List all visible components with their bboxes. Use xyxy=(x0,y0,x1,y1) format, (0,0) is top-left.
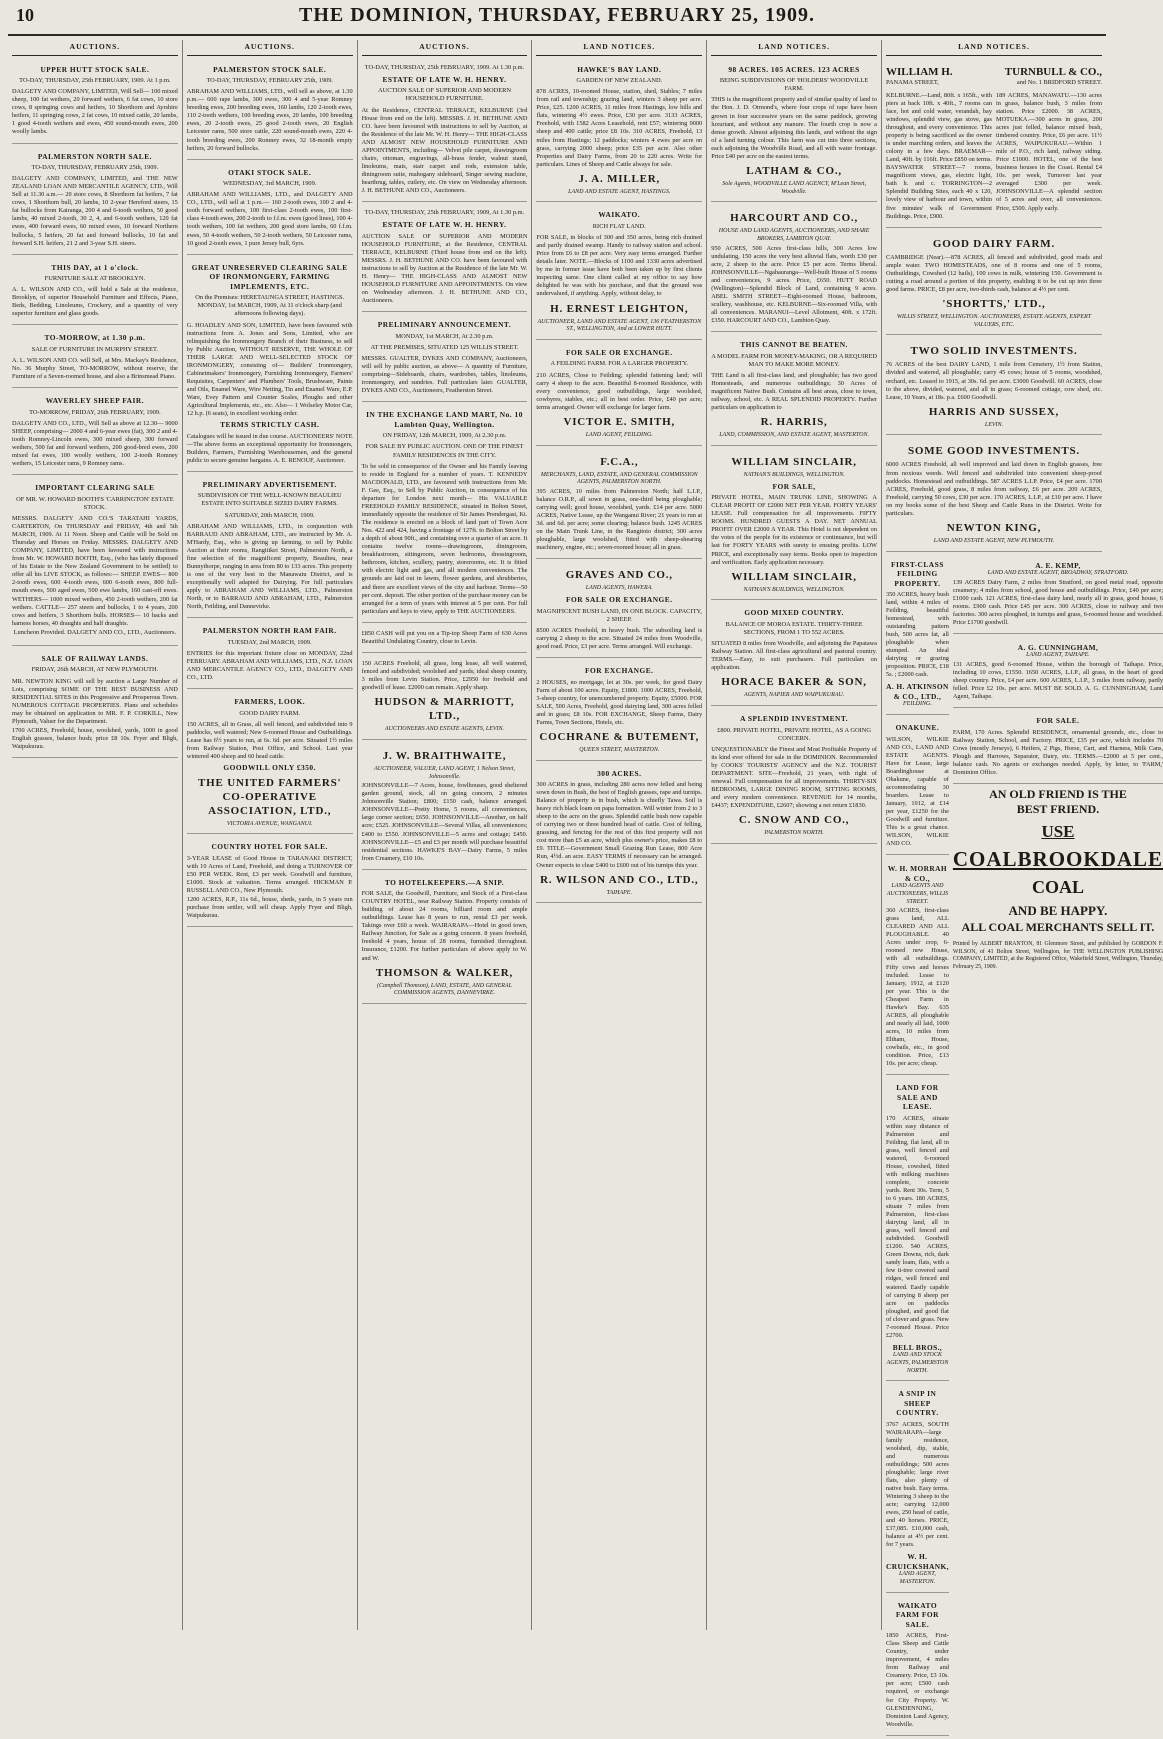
coal-line-5: COAL xyxy=(1031,877,1084,898)
advert-title: HAWKE'S BAY LAND. xyxy=(577,64,662,74)
advert xyxy=(536,449,702,560)
advert xyxy=(886,338,1102,435)
advert-body: 360 ACRES, first-class grass land, ALL CLEARED AND ALL PLOUGHABLE. 40 Acres under crop, 6-roomed new House, with all outbuildings. Fifty cows and horses included. Lease to January, 1912, at £120 per year. This is the Cheapest Farm in Hawke's Bay. 635 ACRES, all ploughable and nearly all laid, 1000 acres, 10 miles from Eltham, House, cowbails, etc., in good condition. Price, £13 10s. per acre; cheap. xyxy=(885,907,949,1068)
advert-footer: 1200 ACRES, R.P., 11s 6d., house, sheds, yards, in 5 years run purchase from settler, will sell cheap. Apply Fryer and Bligh, Waipukurau. xyxy=(186,896,353,920)
advert xyxy=(886,1384,949,1592)
advert xyxy=(886,1596,949,1736)
advert-body: WILSON, WILKIE AND CO., LAND AND ESTATE AGENTS. Have for Lease, large Boardinghouse at Ohakune, capable of accommodating 30 boarders. Lease to January, 1912, at £14 per year, £1250 for the Goodwill and furniture. This is a great chance. WILSON, WILKIE AND CO. xyxy=(885,735,949,848)
advert xyxy=(886,858,949,1075)
advert-date: TUESDAY, 2nd MARCH, 1909. xyxy=(227,638,312,646)
advert xyxy=(187,475,353,619)
advert-body: 8500 ACRES Freehold, in heavy bush. The subsoiling land is carrying 2 sheep to the acre. Situated 24 miles from Woodville, good road. Price, £3 per acre. Terms arranged. Will exchange. xyxy=(536,626,703,651)
advert-agent: HARCOURT AND CO., xyxy=(730,212,859,225)
column-heading: LAND NOTICES. xyxy=(886,40,1102,56)
advert-footer: Luncheon Provided. DALGETY AND CO., LTD., Auctioneers. xyxy=(13,628,177,636)
advert xyxy=(886,438,1102,551)
listing-left: KELBURNE.—Land, 80ft. x 165ft., with piers at back 10ft. x 40ft., 7 rooms can face, hot and cold water, verandah, bay windows, splendid view, gas stove, gas throughout, and every convenience. This property is being sacrificed as the owner is under marching orders, and leaves the colony in a few days. BRAEMAR—Land, 40ft. by 116ft. Price £850 on terms. BAYSWATER STREET—7 rooms, magnificent views, gas, electric light, bath h. and c. TORRINGTON—2 Splendid Building Sites, each 40 x 120, lovely view of harbour and town, within five minutes' walk of Government Buildings. Price, £900. xyxy=(885,91,992,220)
advert-title: PALMERSTON STOCK SALE. xyxy=(213,64,327,74)
advert-body: DALGETY AND COMPANY, LIMITED, and THE NEW ZEALAND LOAN AND MERCANTILE AGENCY, LTD., Will Sell at 11.30 a.m.— 20 store cows, 8 Shorthorn fat heifers, 7 fat cows, 1 Shorthorn bull, 20 lambs, 10 2-year Hereford steers, 15 fat bullocks from Kairanga, 200 4 and 6-tooth wethers, 50 good lambs, 40 mixed 2-tooth, 30 2, 4, and 6-tooth wethers, 120 fat ewes, 400 forward ewes, 60 mixed ewes, 10 forward Northern bullocks, 5 heifers, 20 fat and forward bullocks, 10 fat and forward S.H. heifers, 21 2 and 3-year S.H. steers. xyxy=(12,175,178,247)
advert-address: AUCTIONEER, LAND AND ESTATE AGENT, 136 FEATHERSTON ST., WELLINGTON, And at LOWER HUTT. xyxy=(537,318,702,333)
advert-subtitle: GOOD DAIRY FARM. xyxy=(239,709,300,717)
advert-subtitle: AUCTION SALE OF SUPERIOR AND MODERN HOUSEHOLD FURNITURE. xyxy=(378,87,511,103)
advert xyxy=(362,315,528,402)
advert-address: NATHAN'S BUILDINGS, WELLINGTON. xyxy=(743,586,845,593)
advert xyxy=(711,709,877,844)
advert-body: ABRAHAM AND WILLIAMS, LTD., in conjunction with BARRAUD AND ABRAHAM, LTD., are instructed by Mr. A. M'Hardy, Esq., who is giving up farming, to sell by Public Auction at their rooms, Rangitikei Street, Palmerston North, a fine selection of the magnificent property, Beaulieu, near Bunnythorpe, ranging in area from 80 to 133 acres. This property is one of the very best in the Manawatu District, and is exceptionally well adapted for Dairying. For full particulars apply to ABRAHAM AND WILLIAMS, LTD., Palmerston North, or to BARRAUD AND ABRAHAM, LTD., Palmerston North, Feilding, and Dannevirke. xyxy=(186,522,353,611)
advert-subtitle: A MODEL FARM FOR MONEY-MAKING, OR A REQUIRED MAN TO MAKE MORE MONEY. xyxy=(711,352,877,368)
advert-title: 300 ACRES. xyxy=(597,768,642,778)
advert xyxy=(12,649,178,758)
advert-body: THIS is the magnificent property and of similar quality of land to the Hon. J. D. Ormond's, where four crops of rape have been grown in four successive years on the same paddock, growing luxuriant, and without any manure. The fourth crop is now a dense growth. Almost adjoining this lands, and without the sign of a land turning colour. This farm was cut into three sections, each adjoining the Woodville Road, and all with water frontage. Price £40 per acre on the easiest terms. xyxy=(711,96,877,160)
advert-title: A SPLENDID INVESTMENT. xyxy=(740,714,849,724)
advert xyxy=(362,743,528,870)
advert-subtitle: OF MR. W. HOWARD BOOTH'S 'CARRINGTON' ESTATE STOCK. xyxy=(16,495,174,511)
advert-body: 1850 ACRES, First-Class Sheep and Cattle Country, under improvement, 4 miles from Railway and Creamery. Price, £3 10s. per acre; £500 cash required, or exchange for City Property. W. GLENDENNING, Dominion Land Agency, Woodville. xyxy=(885,1632,949,1728)
advert-body: FOR SALE, in blocks of 300 and 350 acres, being rich drained and partly drained swamp. Handy to railway station and school. Price from £6 to £8 per acre. Very easy terms arranged. Further details later. NOTE.—Blocks of 1100 and 1330 acres advertised by me in former issue have both been taken up by first clients inspecting same. One client called at my office to say how delighted he was with his purchase, and that the ground was undervalued, if anything. Apply, without delay, to xyxy=(536,234,703,298)
firm-address xyxy=(886,79,1102,87)
advert-address: NATHAN'S BUILDINGS, WELLINGTON. xyxy=(743,472,845,479)
advert-body: ENTRIES for this important fixture close on MONDAY, 22nd FEBRUARY. ABRAHAM AND WILLIAMS, LTD., N.Z. LOAN AND MERCANTILE AGENCY CO., LTD., DALGETY AND CO., LTD. xyxy=(186,650,353,682)
firm-name xyxy=(886,65,1102,79)
advert-body: UNQUESTIONABLY the Finest and Most Profitable Property of its kind ever offered for sale in the DOMINION. Recommended by COOKS' TOURISTS' AGENCY and the N.Z. TOURIST DEPARTMENT. SITE—Freehold, 21 years, with right of renewal. Full compensation for all improvements. THIRTY-SIX BEDROOMS, LARGE DINING ROOM, SITTING ROOMS, and every modern convenience. REVENUE for 14 months, £4437; EXPENDITURE, £2607; showing a net return £1830. xyxy=(711,745,877,810)
advert xyxy=(12,478,178,646)
advert xyxy=(711,603,877,706)
advert xyxy=(886,1078,949,1381)
advert xyxy=(886,231,1102,336)
advert-body: 76 ACRES of the best DAIRY LAND, 1 mile from Cemetery, 1½ from Station, divided and watered, all ploughable; carry 45 cows; house of 5 rooms, woodshed, orchard, etc. Leased to 1915, at 30s. 6d. per acre. £3000 Goodwill. 60 ACRES, close to the above, divided, watered, and all in grass; 6-roomed cottage, cow shed, etc. Lease, 10 Years, at 18s. p.a. £600 Goodwill. xyxy=(885,361,1102,401)
advert-address: AUCTIONEERS AND ESTATE AGENTS, LEVIN. xyxy=(384,726,505,733)
lower-left xyxy=(886,555,949,1739)
advert xyxy=(362,60,528,203)
column-3 xyxy=(358,40,533,1630)
advert-title: WAIKATO. xyxy=(598,210,641,220)
advert-agent: WILLIAM SINCLAIR, xyxy=(731,455,857,468)
advert-title: TO-MORROW, at 1.30 p.m. xyxy=(44,333,146,343)
advert-title: WAIKATO FARM FOR SALE. xyxy=(895,1600,939,1629)
advert-date: FRIDAY, 26th MARCH, AT NEW PLYMOUTH. xyxy=(31,666,159,674)
advert-agent: W. H. MORRAH & CO., xyxy=(887,864,947,883)
advert-agent: NEWTON KING, xyxy=(946,521,1042,534)
advert xyxy=(187,163,353,255)
column-2 xyxy=(183,40,358,1630)
advert xyxy=(536,343,702,446)
advert-date: ON FRIDAY, 12th MARCH, 1909, At 2.30 p.m. xyxy=(382,432,507,440)
advert-subtitle: £800. PRIVATE HOTEL, PRIVATE HOTEL, AS A GOING CONCERN. xyxy=(717,726,872,742)
advert-title: OTAKI STOCK SALE. xyxy=(228,167,312,177)
column-heading: AUCTIONS. xyxy=(362,40,528,56)
advert-agent: R. WILSON AND CO., LTD., xyxy=(540,873,699,886)
firm-name-right: TURNBULL & CO., xyxy=(1004,65,1102,78)
masthead xyxy=(8,4,1106,36)
advert-body: DALGETY AND COMPANY, LIMITED, Will Sell— 100 mixed sheep, 100 fat wethers, 20 forward wethers, 6 fat cows, 10 store cows, 8 springing cows and heifers, 10 Shorthorn and Ayrshire heifers, 11 springing cows, 2 fat cows, 10 mixed cattle, 20 lambs, 1 good 4-tooth wethers and ewes, 450 sound-mouth ewes, 200 woolly lambs. xyxy=(12,88,178,136)
advert-title: SALE OF RAILWAY LANDS. xyxy=(41,653,149,663)
advert-title: TWO SOLID INVESTMENTS. xyxy=(910,345,1078,358)
advert-agent: HORACE BAKER & SON, xyxy=(721,676,867,689)
column-5 xyxy=(707,40,882,1630)
advert-agent: LATHAM & CO., xyxy=(746,164,842,177)
coal-line-1: AN OLD FRIEND IS THE xyxy=(989,787,1127,802)
advert-agent: BELL BROS., xyxy=(892,1342,943,1352)
advert xyxy=(953,555,1163,634)
column-heading: AUCTIONS. xyxy=(187,40,353,56)
advert-title: IN THE EXCHANGE LAND MART, No. 10 Lambton Quay, Wellington. xyxy=(366,410,523,429)
advert-body: ABRAHAM AND WILLIAMS, LTD., and DALGETY AND CO., LTD., will sell at 1 p.m.— 160 2-tooth ewes, 100 2 and 4-tooth forward wethers, 100 first-class 2-tooth ewes, 100 first-class 4-tooth ewes, 200 2-tooth to f.f.m. ewes (good lines), 100 4-tooth wethers, 100 fat wethers, 200 good store lambs, 60 f.f.m. ewes, 50 4-tooth wethers, 50 2-tooth wethers, 50 Leicester rams, 10 good 2-tooth ewes, 1 pure Jersey bull, 6yrs. xyxy=(186,191,353,247)
advert-title: LAND FOR SALE AND LEASE. xyxy=(896,1083,939,1112)
advert-body: DALGETY AND CO., LTD., Will Sell as above at 12.30— 9000 SHEEP, comprising— 2000 4 and 6-year ewes (fat), 300 2 and 4-tooth Romney-Lincoln ewes, 300 mixed sheep, 300 forward wethers, 500 fat and forward wethers, 200 good-bred ewes, 200 mixed fat ewes, 100 woolly wethers, 100 2-tooth Romney wethers, 15 Leicester rams, 9 Romney rams. xyxy=(12,419,178,468)
advert-subtitle: RICH FLAT LAND. xyxy=(592,222,646,230)
advert xyxy=(536,60,702,203)
advert-address: WILLIS STREET, WELLINGTON. AUCTIONEERS, ESTATE AGENTS, EXPERT VALUERS, ETC. xyxy=(896,314,1092,328)
advert-address: LAND AND STOCK AGENTS, PALMERSTON NORTH. xyxy=(886,1352,949,1374)
advert-body: SITUATED 8 miles from Woodville, and adjoining the Papatawa Railway Station. All first-class agricultural and pastoral country. TERMS.—Easy, to suit purchasers. Full particulars on application. xyxy=(711,640,877,672)
advert-agent: A. H. ATKINSON & CO., LTD., xyxy=(886,682,949,701)
advert-agent: GRAVES AND CO., xyxy=(565,569,673,582)
advert-agent: J. W. BRAITHWAITE, xyxy=(382,749,507,762)
advert-body: 300 ACRES in grass, including 280 acres now felled and being sown down in Bush, the best of English grasses, rape and turnips. Balance of property is in bush, which is chiefly Tawa. Soil is heavy rich black loam on papa formation. Will winter from 2 to 3 sheep to the acre on the grass. Splendid cattle bush now capable of carrying two or three hundred head of cattle. Cost of felling, grassing, and fencing for the rest of this first property will not cost more than £5 an acre, which plus owner's price, makes £8 to £9. TITLE—Government Small Grazing Run Lease, 800 Acre Run, 4½d. an acre. EASY TERMS if necessary can be arranged. Owner expects to clear £400 to £600 out of his turnips this year. xyxy=(536,781,703,869)
advert-agent: THOMSON & WALKER, xyxy=(375,966,514,979)
advert-body: ABRAHAM AND WILLIAMS, LTD., will sell as above, at 1.30 p.m.— 600 rape lambs, 300 ewes, 300 4 and 5-year Romney breeding ewes, 200 breeding ewes, 160 lambs, 120 2-tooth ewes, 110 2-tooth wethers, 100 breeding ewes, 20 lambs, 100 breeding ewes, 20 2-tooth ewes, 25 good 2-tooth ewes, 20 English Leicester rams, 500 store cattle, 220 sound-mouth ewes, 220 4-tooth breeding ewes, 200 Romney ewes, 32 18-month empty heifers, 20 forward bullocks. xyxy=(186,88,353,152)
advert-agent: HARRIS AND SUSSEX, xyxy=(928,405,1060,418)
firm-address-left: PANAMA STREET, xyxy=(885,78,939,86)
advert-subtitle: BEING SUBDIVISIONS OF 'HOLDERS' WOODVILLE FARM. xyxy=(719,77,869,93)
advert-address: LAND AGENT, MASTERTON. xyxy=(899,1571,936,1586)
advert-agent: R. HARRIS, xyxy=(760,416,828,429)
advert xyxy=(536,562,702,658)
advert-body: £850 CASH will put you on a Tip-top Sheep Farm of 630 Acres Beautiful Undulating Country, close to Levin. xyxy=(361,629,528,645)
advert-title: 98 ACRES. 105 ACRES. 123 ACRES xyxy=(728,64,860,74)
advert xyxy=(711,449,877,600)
listing-columns xyxy=(886,91,1102,222)
advert-agent: THE UNITED FARMERS' CO-OPERATIVE ASSOCIATION, LTD., xyxy=(198,776,342,817)
advert-title: FOR SALE, xyxy=(772,481,816,491)
advert-subtitle: BALANCE OF MOROA ESTATE. THIRTY-THREE SECTIONS, FROM 1 TO 552 ACRES. xyxy=(725,620,863,636)
advert-agent: C. SNOW AND CO., xyxy=(738,814,850,827)
advert xyxy=(362,873,528,1004)
advert-body: To be sold in consequence of the Owner and his Family leaving to reside in England for a number of years. T. KENNEDY MACDONALD, LTD., are favoured with instructions from Mr. F. Gee, Esq., to Sell by Public Auction, in consequence of his departure for London next month— His VALUABLE FREEHOLD FAMILY RESIDENCE, situated in Bolton Street, immediately opposite the residence of Sir James Prendergast, Kt. The residence is erected on a block of land part of Town Acre Nos. 422 and 424, having a frontage of 127ft. to Bolton Street by a depth of about 90ft., and containing over a quarter of an acre. It contains twelve rooms—drawingroom, diningroom, breakfastroom, sittingroom, seven bedrooms, dressingroom, bathroom, kitchen, scullery, pantry, storerooms, etc. It is fitted with electric light and gas, and all modern conveniences. The grounds are laid out in lawns, flower gardens, and shrubberies, and there are excellent views of the city and harbour. Terms—50 per cent. deposit. The other portion of the purchase money can be arranged for a term of years with interest at 5 per cent. For full particulars and keys to view, apply to THE AUCTIONEERS. xyxy=(361,462,528,615)
advert-address: LAND AND ESTATE AGENT, NEW PLYMOUTH. xyxy=(933,537,1055,544)
advert-price: GOODWILL ONLY £350. xyxy=(223,763,316,773)
advert-body: 139 ACRES Dairy Farm, 2 miles from Stratford, on good metal road, opposite creamery; 4 miles from school, good house and outbuildings. Price, £40 per acre; £1000 cash. 121 ACRES, first-class dairy land, nearly all in grass, good house, 6 rooms. £900 cash. Price £45 per acre. 300 ACRES, close to railway and two factories. 300 acres ploughed, in turnips and grass, 6-roomed house and woolshed. Price £1700 goodwill. xyxy=(952,578,1163,626)
advert-footer: 1700 ACRES, Freehold, house, woolshed, yards, 1000 in good English grasses, balance bush; price £8 10s. Fryer and Bligh, Waipukurau. xyxy=(12,726,178,750)
advert xyxy=(187,60,353,160)
printer-imprint: Printed by ALBERT BRANTON, 81 Glenmore Street, and published by GORDON F. WILSON, of 41 Bolton Street, Wellington, for THE WELLINGTON PUBLISHING COMPANY, LIMITED, at the Registered Office, Wakefield Street, Wellington, Thursday, February 25, 1909. xyxy=(952,941,1163,970)
advert xyxy=(362,405,528,622)
column-1 xyxy=(8,40,183,1630)
advert-title: GOOD DAIRY FARM. xyxy=(932,237,1056,250)
advert-date: TO-DAY, THURSDAY, 25th FEBRUARY, 1909. At 1 p.m. xyxy=(19,77,171,85)
advert xyxy=(953,711,1163,784)
advert-subtitle: FOR SALE BY PUBLIC AUCTION. ONE OF THE FINEST FAMILY RESIDENCES IN THE CITY. xyxy=(365,443,524,459)
advert-subtitle: GARDEN OF NEW ZEALAND. xyxy=(576,77,663,85)
advert-subtitle: FURNITURE SALE AT BROOKLYN. xyxy=(44,275,146,283)
advert-body: PRIVATE HOTEL, MAIN TRUNK LINE, SHOWING A CLEAR PROFIT OF £2000 NET PER YEAR. FORTY YEARS' LEASE. Full compensation for all improvements. FIFTY ROOMS. HUNDRED GUESTS A DAY. NET ANNUAL PROFIT OVER £2000 A YEAR. This Hotel is not dependent on the votes of the people for its existence or continuance, but will last for FORTY YEARS with surety to ensuing profits. LOW PRICE, and exceptionally easy terms. Books open to inspection and verification. Early application necessary. xyxy=(711,494,877,566)
advert-address: LEVIN. xyxy=(984,421,1004,428)
advert-body: 395 ACRES, 10 miles from Palmerston North; half L.I.P., balance O.R.P., all sown in grass, one-third being ploughable; carrying well; good house, woolshed, yards. £14 per acre. 5000 ACRES, Native Lease, up the Wanganui River; 21 years to run at 3d. and 6d. per acre; some clearing; balance bush. 1245 ACRES on the Main Trunk Line, in the Rangitoto district; 300 acres ploughable, large woolshed, fitted with sheep-shearing machinery, engine, etc.; seven-roomed house; all in grass. xyxy=(536,487,703,552)
advert-title: THIS CANNOT BE BEATEN. xyxy=(740,340,848,350)
advert-title: PALMERSTON NORTH SALE. xyxy=(37,151,152,161)
advert-address: LAND AND ESTATE AGENT, HASTINGS. xyxy=(568,188,671,195)
coal-brand: COALBROOKDALE xyxy=(952,846,1163,871)
advert-body: MR. NEWTON KING will sell by auction a Large Number of Lots, comprising SOME OF THE BEST BUSINESS AND RESIDENTIAL SITES in this Progressive and Prosperous Town. NUMEROUS COTTAGE PROPERTIES. Plans and schedules may be obtained on application to MR. F. P. CORKILL, New Plymouth, Valuer for the Department. xyxy=(12,677,178,725)
advert-subtitle: A FEILDING FARM. FOR A LARGER PROPERTY. xyxy=(550,360,689,368)
advert-date: TO-DAY, THURSDAY, 25th FEBRUARY, 1909, At 1.30 p.m. xyxy=(364,209,525,217)
advert-subtitle: SALE OF FURNITURE IN MURPHY STREET. xyxy=(31,345,159,353)
advert-title: WAVERLEY SHEEP FAIR. xyxy=(45,396,145,406)
advert-title: TO HOTELKEEPERS.—A SNIP. xyxy=(384,877,505,887)
advert xyxy=(187,692,353,834)
advert-body: MESSRS. DALGETY AND CO.'S TARATAHI YARDS, CARTERTON, On THURSDAY and FRIDAY, 4th and 5th MARCH, 1909. At 11 Noon. Sheep and Cattle will be Sold on Thursday and Horses on Friday. MESSRS. DALGETY AND COMPANY, LIMITED, have been favoured with instructions from Mr. W. HOWARD BOOTH, Esq., (who has lately disposed of his Estate to the New Zealand Government to be settled) to offer all his LIVE STOCK, as follows:— SHEEP. EWES— 800 2-tooth ewes, 600 4-tooth ewes, 600 6-tooth ewes, 800 full-mouth ewes, 500 aged ewes, 500 ewe lambs, 160 cast-off ewes. WETHERS— 1000 mixed wethers, 450 2-tooth wethers, 200 fat wethers. CATTLE— 257 steers and bullocks, 1 to 4 years, 200 cows and heifers, 3 Shorthorn bulls. HORSES— 10 hacks and harness horses, 40 draughts and half draughts. xyxy=(12,515,178,627)
advert-address: FEILDING. xyxy=(903,701,932,708)
coal-line-6: AND BE HAPPY. xyxy=(1008,903,1108,919)
advert-body: CAMBRIDGE (Near).—878 ACRES, all fenced and subdivided, good roads and ample water. TWO HOMESTEADS, one of 8 rooms and one of 5 rooms, Outbuildings, Cowshed (12 bails), 100 cows in milk, wintering 150. Government is cutting a road around a portion of this property, enabling it to be cut up into three good farms. PRICE, £8 per acre, two-thirds cash, balance at 4½ per cent. xyxy=(885,253,1102,293)
advert-body: 350 ACRES, heavy bush land, within 4 miles of Feilding, beautiful homestead, with outstanding pattern bush, 500 acres fat, all ploughable when stumped. An ideal dairying or grazing proposition. PRICE, £18 5s. ; £2000 cash. xyxy=(885,590,949,679)
advert-agent: F.C.A., xyxy=(600,455,639,468)
advert-body: 3767 ACRES, SOUTH WAIRARAPA—large family residence, woolshed, dip, stable, and numerous outbuildings; 500 acres ploughable; large river flats, also plenty of native bush. Easy terms. Wintering 3 sheep to the acre; carrying 12,000 ewes, 250 head of cattle, and 40 horses. PRICE, £37,085. £10,000 cash, balance at 4½ per cent. for 7 years. xyxy=(885,1420,949,1549)
advert xyxy=(711,60,877,203)
advert-body: A. L. WILSON AND CO., will hold a Sale at the residence, Brooklyn, of superior Household Furniture and Effects, Piano, Beds, Bedding, Linoleums, Crockery, and a quantity of very superior furniture and glass goods. xyxy=(12,286,178,318)
advert-title: COUNTRY HOTEL FOR SALE. xyxy=(211,842,328,852)
advert-address: AUCTIONEER, VALUER, LAND AGENT, 1 Nelson Street, Johnsonville. xyxy=(374,765,515,780)
advert-title: ESTATE OF LATE W. H. HENRY. xyxy=(382,74,507,84)
advert xyxy=(362,626,528,653)
advert-agent: 'SHORTTS,' LTD., xyxy=(942,297,1046,310)
lower-right xyxy=(953,555,1163,1739)
advert xyxy=(886,60,1102,228)
advert-body: G. HOADLEY AND SON, LIMITED, have been favoured with instructions from A. Jones and Sons, Limited, who are relinquishing the Ironmongery Branch of their Business, to sell by Public Auction, WITHOUT RESERVE, THE WHOLE OF THEIR LARGE AND WELL-SELECTED STOCK OF IRONMONGERY, consisting of— Builders' Ironmongery, Cabinetmakers' Ironmongery, Furnishing Ironmongery, Farmers' Requisites, Carpenters' and Plumbers' Tools, Brushware, Paints and Oils, Enamel Ware, Wire Netting, Tin and Enamel Ware, E.P. Ware, Evey Pattern and Counter Scales, Ploughs and other Agricultural Implements, etc., etc. Also— 1 Wolseley Motor Car, 12 h.p. (6 seats), in excellent working order. xyxy=(186,321,353,418)
advert-address: MERCHANTS, LAND, ESTATE, AND GENERAL COMMISSION AGENTS, PALMERSTON NORTH. xyxy=(540,471,698,486)
advert xyxy=(12,147,178,255)
firm-name-left: WILLIAM H. xyxy=(885,65,953,78)
coal-line-2: BEST FRIEND. xyxy=(1016,802,1100,817)
advert xyxy=(187,258,353,472)
advert-agent: HUDSON & MARRIOTT, LTD., xyxy=(374,695,515,723)
advert-address: LAND AGENTS AND AUCTIONEERS, WILLIS STREET. xyxy=(886,883,949,905)
column-6 xyxy=(882,40,1163,1728)
advert-body: AUCTION SALE OF SUPERIOR AND MODERN HOUSEHOLD FURNITURE, at the Residence, CENTRAL TERRACE, KELBURNE (Third house from end on the left). MESSRS. J. H. BETHUNE AND CO. have been favoured with instructions to sell by Auction at the Residence of the late Mr. W. H. Henry— THE HIGH-CLASS AND ALMOST NEW HOUSEHOLD FURNITURE AND APPOINTMENTS. On view on Wednesday afternoon. J. H. BETHUNE AND CO., Auctioneers. xyxy=(361,232,528,305)
advert-body: JOHNSONVILLE—7 Acres, house, fowlhouses, good sheltered garden ground, stock, all on going concern, 2 minutes Johnsonville Station; £800; £150 cash, balance arranged. JOHNSONVILLE—Pretty Home, 5 rooms, all conveniences, large corner section; £650. JOHNSONVILLE—Another, on half acre; £525. JOHNSONVILLE—Several Villas, all conveniences; £400 to £550. JOHNSONVILLE—5 acres and cottage; £450. JOHNSONVILLE—£5 and £3 per month will purchase beautiful residential sections. HAWKE'S BAY—Dairy Farms, 5 miles from Creamery, £10 10s. xyxy=(361,782,528,862)
page-number: 10 xyxy=(16,5,34,25)
advert-title: THIS DAY, at 1 o'clock. xyxy=(51,262,139,272)
advert-title: ESTATE OF LATE W. H. HENRY. xyxy=(382,220,507,230)
advert-subtitle: AT THE PREMISES, SITUATED 125 WILLIS STREET. xyxy=(370,343,519,351)
advert-title: PRELIMINARY ADVERTISEMENT. xyxy=(202,479,337,489)
coal-line-3: USE xyxy=(1041,821,1075,841)
advert xyxy=(711,205,877,332)
advert-address: AGENTS, NAPIER AND WAIPUKURAU. xyxy=(743,692,845,699)
advert xyxy=(886,555,949,716)
advert-address: VICTORIA AVENUE, WANGANUI. xyxy=(226,820,313,827)
advert-body: 3-YEAR LEASE of Good House in TARANAKI DISTRICT, with 10 Acres of Land, Freehold, and doing a TURNOVER OF £50 PER WEEK. Rent, £3 per week. Goodwill and furniture, £1000. Stock at valuation. Terms arranged. HICKMAN P. RUSSELL AND CO., New Plymouth. xyxy=(186,854,353,895)
lower-columns xyxy=(885,555,1163,1739)
advert-body: 170 ACRES, situate within easy distance of Palmerston and Feilding, flat land, all in grass, well fenced and watered, 6-roomed House, cowshed, fitted with milking machines complete, concrete yards. Rent 30s. Term, 5 to 6 years. 180 ACRES, situate 7 miles from Palmerston, first-class dairying land, all in grass, well fenced and subdivided. Goodwill £1200. 540 ACRES, Green Downs, rich, dark sandy loam, flats, with a few ti-tree covered sand ridges, well fenced and watered. Easily capable of carrying 8 sheep per acre on paddocks ploughed, and good flat of clover and grass. New 7-roomed House. Price £2700. xyxy=(885,1114,949,1339)
advert-address: (Campbell Thomson), LAND, ESTATE, AND GENERAL COMMISSION AGENTS, DANNEVIRKE. xyxy=(377,982,512,997)
advert-title: FOR SALE OR EXCHANGE. xyxy=(565,595,673,605)
advert-body: MESSRS. GUALTER, DYKES AND COMPANY, Auctioneers, will sell by public auction, as above— A quantity of Furniture, comprising—Sideboards, chairs, wardrobes, tables, linoleums, ironmongery, and sundries. Full particulars later. GUALTER, DYKES AND CO., Auctioneers, Featherston Street. xyxy=(361,355,528,395)
advert-title: PRELIMINARY ANNOUNCEMENT. xyxy=(377,320,512,330)
advert-address: LAND AGENTS, HAWERA. xyxy=(585,585,653,592)
advert-body: 878 ACRES, 10-roomed House, station, shed, Stables; 7 miles from rail and township; grazing land, winters 3 sheep per acre. Price, £25. 1200 ACRES, 11 miles from Hastings, low hills and flats, wintering 4½ ewes. Price, £30 per acre. 3133 ACRES, Freehold, with 1582 Acres Leasehold, rent £57; wintering 9000 sheep and 400 cattle; price £8 10s. 310 ACRES, Freehold, 13 miles from Hastings; 12 paddocks; winters 4 ewes per acre on grass, carrying 2000 sheep; price £35 per acre. Also other Properties and Dairy Farms, from 20 to 220 acres. Write for particulars. Lines of Sheep and Cattle always for sale. xyxy=(536,88,703,168)
advert xyxy=(12,391,178,475)
advert xyxy=(362,656,528,740)
advert-date: WEDNESDAY, 3rd MARCH, 1909. xyxy=(223,180,317,188)
advert-title: A SNIP IN SHEEP COUNTRY. xyxy=(896,1389,939,1418)
column-4 xyxy=(532,40,707,1630)
advert-title: ONAKUNE. xyxy=(895,723,940,733)
advert-title: UPPER HUTT STOCK SALE. xyxy=(40,64,150,74)
advert-agent: H. ERNEST LEIGHTON, xyxy=(550,302,689,315)
advert xyxy=(362,205,528,312)
advert xyxy=(536,205,702,339)
advert-date: On the Premises: HERETAUNGA STREET, HASTINGS. MONDAY, 1st MARCH, 1909, At 11 o'clock sharp (and afternoons following days). xyxy=(195,294,345,318)
advert-body: THE Land is all first-class land, and ploughable; has two good Homesteads, and numerous outbuildings; 30 Acres of magnificent Native Bush. Contains all best areas, close to town, railway, school, etc. A REAL SPLENDID PROPERTY. Further particulars on application to xyxy=(711,371,877,412)
advert xyxy=(187,621,353,689)
advert-address: LAND, COMMISSION, AND ESTATE AGENT, MASTERTON. xyxy=(719,432,869,439)
advert-body: A. L. WILSON AND CO. will Sell, at Mrs. Mackay's Residence, No. 36 Murphy Street, TO-MORROW, without reserve, the Furniture of a Seven-roomed house, and also a Brinsmead Piano. xyxy=(12,357,178,381)
advert-date: TO-DAY, THURSDAY, FEBRUARY 25th, 1909. xyxy=(31,164,159,171)
advert-subtitle: MAGNIFICENT BUSH LAND, IN ONE BLOCK. CAPACITY, 2 SHEEP. xyxy=(536,607,702,623)
newspaper-title: THE DOMINION, THURSDAY, FEBRUARY 25, 1909. xyxy=(299,4,815,26)
advert-body: 150 ACRES, all in Grass, all well fenced, and subdivided into 9 paddocks, well watered; New 6-roomed House and Outbuildings. Lease has 6½ years to run, at 6s. 6d. per acre. Situated 1½ miles from Railway Station, Post Office, and School. Last year wintered 400 sheep and 60 head cattle. xyxy=(186,720,353,761)
firm-address-right: and No. 1 BRIDFORD STREET. xyxy=(1016,78,1102,86)
advert-title: FARMERS, LOOK. xyxy=(234,697,306,707)
advert-title: FOR EXCHANGE. xyxy=(585,666,654,676)
advert xyxy=(886,718,949,855)
advert-agent: J. A. MILLER, xyxy=(578,172,661,185)
advert xyxy=(536,764,702,904)
advert-date: SATURDAY, 20th MARCH, 1909. xyxy=(224,511,315,519)
advert xyxy=(12,328,178,388)
advert-body: 131 ACRES, good 6-roomed House, within the borough of Taihape. Price, including 10 cows, £1550. 1650 ACRES, L.I.P., all grass, in the heart of good sheep country. Price, £4 per acre. 600 ACRES, L.I.P., 3 miles from railway, partly felled. Price £2 10s. per acre. MUST BE SOLD. A. G. CUNNINGHAM, Land Agent, Taihape. xyxy=(952,661,1163,701)
advert xyxy=(536,661,702,761)
advert-body: 6000 ACRES Freehold, all well improved and laid down in English grasses, free from noxious weeds. Well fenced and subdivided into convenient sheep-proof paddocks. Homestead and outbuildings. 587 ACRES L.I.P. Price, £4 per acre. 1700 ACRES, Freehold, good grass, 8 miles from railway, £6 per acre. 209 ACRES, Freehold, carrying 50 cows, £30 per acre. 170 ACRES, L.I.P., at £10 per acre. I have on my books some of the best Sheep and Cattle Runs in the District. Write for particulars. xyxy=(885,461,1102,517)
advert xyxy=(953,637,1163,708)
advert-address: HOUSE AND LAND AGENTS, AUCTIONEERS, AND SHARE BROKERS, LAMBTON QUAY. xyxy=(718,228,870,242)
advert-agent: COCHRANE & BUTEMENT, xyxy=(539,730,700,743)
advert-title: GOOD MIXED COUNTRY. xyxy=(744,608,844,618)
advert-body: 210 ACRES, Close to Feilding; splendid fattening land; will carry 4 sheep to the acre. Beautiful 8-roomed Residence, with every convenience, good outbuildings, large woolshed, cowbyres, stables, etc.; all in best order. Price, £40 per acre; terms arranged. Owner will exchange for larger farm. xyxy=(536,371,703,411)
columns xyxy=(8,40,1163,1728)
coal-line-7: ALL COAL MERCHANTS SELL IT. xyxy=(961,920,1155,935)
advert-date: MONDAY, 1st MARCH, At 2.30 p.m. xyxy=(395,332,494,340)
advert-agent: W. H. CRUICKSHANK, xyxy=(885,1552,949,1571)
column-heading: LAND NOTICES. xyxy=(536,40,702,56)
advert xyxy=(12,258,178,326)
advert-body: FARM, 170 Acres. Splendid RESIDENCE, ornamental grounds, etc., close to Railway Station, School, and Factory. PRICE, £35 per acre, which includes 70 Cows (mostly Jerseys), 6 Heifers, 2 Pigs, Horse, Cart, and Harness, Milk Cans, Plough and Harrows, Separator, Dairy, etc. TERMS.—£2000 at 5 per cent., balance cash. No agents or exchanges needed. Apply, by letter, to 'FARM,' Dominion Office. xyxy=(952,728,1163,777)
advert-title: GREAT UNRESERVED CLEARING SALE OF IRONMONGERY, FARMING IMPLEMENTS, ETC. xyxy=(191,262,348,291)
advert-address: Sole Agents, WOODVILLE LAND AGENCY, M'Lean Street, Woodville. xyxy=(722,180,866,195)
column-heading: AUCTIONS. xyxy=(12,40,178,56)
column-heading: LAND NOTICES. xyxy=(711,40,877,56)
advert-title: FOR SALE. xyxy=(1036,716,1080,726)
advert-address: TAIHAPE. xyxy=(606,889,632,896)
advert xyxy=(187,837,353,927)
advert-address: LAND AGENT, TAIHAPE. xyxy=(1026,652,1090,659)
advert xyxy=(711,335,877,446)
advert-title: IMPORTANT CLEARING SALE xyxy=(35,483,155,493)
advert-body: 150 ACRES Freehold, all grass, long lease, all well watered, fenced and subdivided; woolshed and yards; ideal sheep country, 3 miles from Levin Station. Price, £2950 for freehold and goodwill of lease. £2000 can remain. Apply sharp. xyxy=(361,659,528,691)
advert-terms: TERMS STRICTLY CASH. xyxy=(220,420,320,430)
advert xyxy=(12,60,178,144)
advert-body: FOR SALE, the Goodwill, Furniture, and Stock of a First-class COUNTRY HOTEL, near Railway Station. Property consists of building of about 24 rooms, billiard room and ample outbuildings. Lease has 8 years to run, rental £3 per week. Takings over £60 a week. WAIRARAPA—Hotel in good town, Railway Junction, for Sale as a going concern. 8 years freehold, freehold 4 years, house of 28 rooms, furnished throughout. Insurance, £1200. For further particulars of above apply to W. and W. xyxy=(361,890,528,962)
advert-footer: Catalogues will be issued in due course. AUCTIONEERS' NOTE—The above forms an exceptional opportunity for Ironmongers, Builders, Farmers, Furnishing Warehousemen, and the general public to secure genuine bargains. A. E. RENOUF, Auctioneer. xyxy=(186,432,353,464)
advert-date: TO-DAY, THURSDAY, FEBRUARY 25th, 1909. xyxy=(206,77,334,85)
advert-body: 2 HOUSES, no mortgage, let at 30s. per week, for good Dairy Farm of about 100 acres. Equity, £1800. 1000 ACRES, Freehold, 3-sheep country, for unencumbered property. Equity, £5000. FOR SALE, 500 Acres, Freehold, good dairying land, 300 acres felled and in grass; £8 10s. FOR EXCHANGE, Sheep Farms, Dairy Farms, Town Sections, Hotels, etc. xyxy=(536,678,703,726)
listing-right: 189 ACRES, MANAWATU.—130 acres in grass, balance bush, 3 miles from station. Price £2000. 38 ACRES, MOTUEKA.—300 acres in grass, 200 acres just felled, balance mixed bush, timbered country. Price, £6 per acre. 11½ ACRES, WAIPUKURAU.—Within 1 mile of P.O., rich land, railway siding. Price £1000. HOTEL, one of the best business houses in the Coast. Rental £4 10s. per week, Turnover last year averaged £300 per week. JOHNSONVILLE—A splendid section of 5 acres and over, all conveniences. Price, £500. Apply early. xyxy=(995,91,1102,212)
advert-agent: WILLIAM SINCLAIR, xyxy=(731,570,857,583)
advert-title: FOR SALE OR EXCHANGE. xyxy=(565,347,673,357)
advert-title: FIRST-CLASS FEILDING PROPERTY. xyxy=(890,559,944,588)
advert-date: TO-DAY, THURSDAY, 25th FEBRUARY, 1909. At 1.30 p.m. xyxy=(364,63,525,71)
advert-agent: A. E. KEMP, xyxy=(1035,560,1081,570)
advert-agent: A. G. CUNNINGHAM, xyxy=(1017,642,1099,652)
advert-address: LAND AGENT, FEILDING. xyxy=(585,431,653,438)
advert-address: QUEEN STREET, MASTERTON. xyxy=(579,746,660,753)
advert-address: PALMERSTON NORTH. xyxy=(764,830,824,837)
coalbrookdale-coal-advert xyxy=(953,787,1163,935)
advert-agent: VICTOR E. SMITH, xyxy=(563,415,676,428)
advert-address: LAND AND ESTATE AGENT, BROADWAY, STRATFORD. xyxy=(987,570,1129,577)
advert-body: 950 ACRES, 500 Acres first-class hills, 300 Acres low undulating, 150 acres the very best alluvial flats, worth £30 per acre, 2 sheep to the acre. Price £5 per acre. Terms liberal. JOHNSONVILLE—Ngahauranga—Well-built House of 5 rooms and conveniences, 9 acres. Price, £650. HUTT ROAD (Wellington)—Splendid Block of Land, containing 9 acres. ABEL SMITH STREET—Eight-roomed House, bathroom, scullery, washhouse, etc. KELBURNE—Six-roomed Villa, with all conveniences. MARANUI—Level Allotment, 40ft. x 172ft. £350. HARCOURT AND CO., Lambton Quay. xyxy=(711,244,877,325)
advert-title: PALMERSTON NORTH RAM FAIR. xyxy=(202,626,337,636)
advert-title: SOME GOOD INVESTMENTS. xyxy=(908,445,1080,458)
advert-subtitle: SUBDIVISION OF THE WELL-KNOWN BEAULIEU ESTATE INTO SUITABLE SIZED DAIRY FARMS. xyxy=(197,492,342,508)
advert-date: TO-MORROW, FRIDAY, 26th FEBRUARY, 1909. xyxy=(29,408,161,416)
advert-body: At the Residence, CENTRAL TERRACE, KELBURNE (3rd House from end on the left). MESSRS. J. H. BETHUNE AND CO. have been favoured with instructions to sell by Auction, at the Residence of the late Mr. W. H. Henry— THE HIGH-CLASS AND ALMOST NEW HOUSEHOLD FURNITURE AND APPOINTMENTS, including— Velvet pile carpet, drawingroom chairs, ottoman, engravings, all-brass fender, walnut stand, linoleums, mats, stair carpet and rods, extension table, diningroom suite, mahogany sideboard, Singer sewing machine, hearthrug, tables, cutlery, etc. On view on Wednesday afternoon. J. H. BETHUNE AND CO., Auctioneers. xyxy=(361,106,528,195)
